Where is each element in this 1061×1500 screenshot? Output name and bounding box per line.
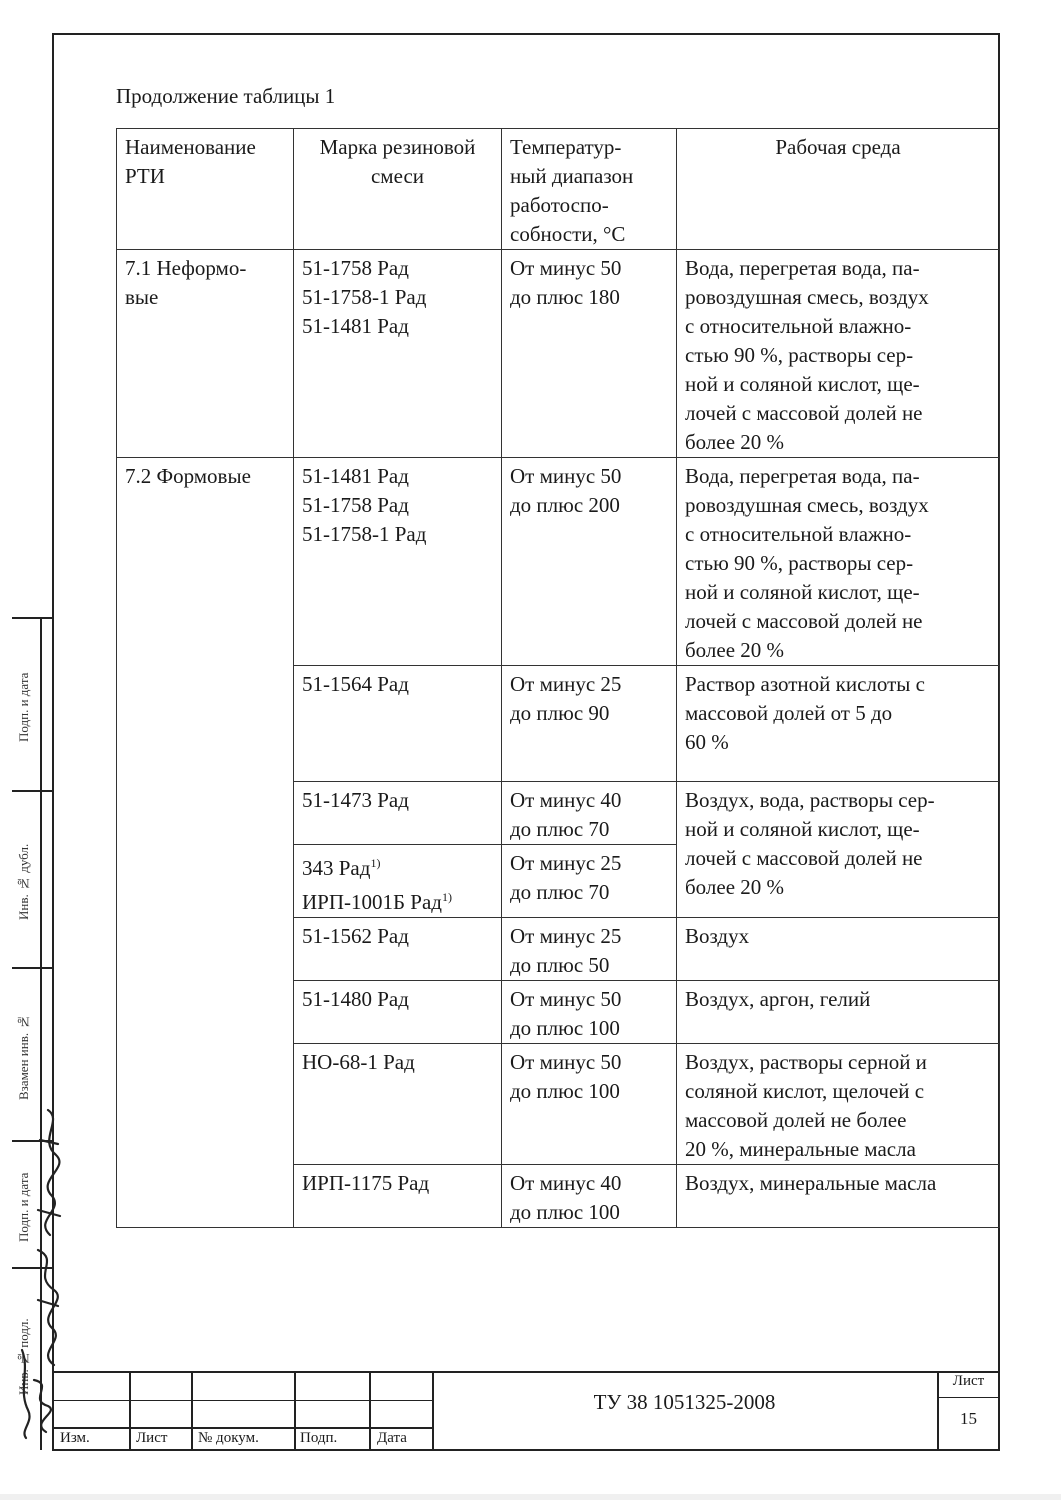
cell-product-name: 7.2 Формовые bbox=[117, 458, 294, 1228]
footnote-mark: 1) bbox=[370, 856, 381, 870]
title-block-label-sheet: Лист bbox=[136, 1430, 168, 1446]
cell-working-medium: Вода, перегретая вода, па- ровоздушная смесь, воздух с относительной влажно- стью 90 %, растворы сер- ной и соляной кислот, ще- лочей с массовой долей не более 20 % bbox=[677, 458, 1000, 666]
title-block-col-line bbox=[129, 1371, 131, 1450]
stamp-label-dup-inv: Инв. № дубл. bbox=[16, 843, 31, 921]
stamp-label-replace-inv: Взамен инв. № bbox=[16, 1014, 31, 1100]
frame-bottom-border bbox=[52, 1449, 1000, 1451]
cell-rubber-grade: 51-1480 Рад bbox=[294, 981, 502, 1044]
table-caption: Продолжение таблицы 1 bbox=[116, 84, 336, 108]
cell-temperature-range: От минус 25 до плюс 70 bbox=[502, 845, 677, 918]
cell-temperature-range: От минус 50 до плюс 100 bbox=[502, 981, 677, 1044]
cell-working-medium: Воздух, аргон, гелий bbox=[677, 981, 1000, 1044]
cell-working-medium: Воздух, минеральные масла bbox=[677, 1165, 1000, 1228]
title-block-label-doc-number: № докум. bbox=[198, 1430, 259, 1446]
header-product-name: Наименование РТИ bbox=[117, 129, 294, 250]
materials-table bbox=[116, 128, 1000, 1228]
title-block-label-signature: Подп. bbox=[300, 1430, 338, 1446]
stamp-divider bbox=[12, 617, 52, 619]
grade-343: 343 Рад$^{1)}$ bbox=[302, 856, 381, 880]
cell-temperature-range: От минус 50 до плюс 180 bbox=[502, 250, 677, 458]
cell-working-medium: Воздух, вода, растворы сер- ной и соляной кислот, ще- лочей с массовой долей не более 20 % bbox=[677, 782, 1000, 918]
title-block-sheet-line bbox=[938, 1397, 999, 1398]
cell-product-name: 7.1 Неформо- вые bbox=[117, 250, 294, 458]
cell-rubber-grade bbox=[294, 845, 502, 918]
stamp-label-sign-date-2: Подп. и дата bbox=[16, 1172, 31, 1242]
cell-rubber-grade: НО-68-1 Рад bbox=[294, 1044, 502, 1165]
cell-rubber-grade: ИРП-1175 Рад bbox=[294, 1165, 502, 1228]
cell-rubber-grade: 51-1562 Рад bbox=[294, 918, 502, 981]
header-temperature-range: Температур- ный диапазон работоспо- собности, °С bbox=[502, 129, 677, 250]
sheet-number: 15 bbox=[960, 1409, 977, 1428]
cell-temperature-range: От минус 25 до плюс 50 bbox=[502, 918, 677, 981]
cell-temperature-range: От минус 50 до плюс 100 bbox=[502, 1044, 677, 1165]
cell-working-medium: Воздух, растворы серной и соляной кислот, щелочей с массовой долей не более 20 %, минеральные масла bbox=[677, 1044, 1000, 1165]
cell-rubber-grade: 51-1473 Рад bbox=[294, 782, 502, 845]
footnote-mark: 1) bbox=[442, 890, 452, 904]
title-block-row-line bbox=[52, 1427, 432, 1429]
title-block-col-line bbox=[191, 1371, 193, 1450]
title-block-col-line bbox=[369, 1371, 371, 1450]
frame-top-border bbox=[52, 33, 999, 35]
table-row bbox=[117, 250, 1000, 458]
grade-irp-1001b: ИРП-1001Б Рад$^{1)}$ bbox=[302, 890, 452, 914]
cell-rubber-grade: 51-1564 Рад bbox=[294, 666, 502, 782]
stamp-divider bbox=[12, 790, 52, 792]
table-row bbox=[117, 458, 1000, 666]
cell-rubber-grade: 51-1481 Рад 51-1758 Рад 51-1758-1 Рад bbox=[294, 458, 502, 666]
cell-temperature-range: От минус 40 до плюс 70 bbox=[502, 782, 677, 845]
handwritten-signature bbox=[8, 1100, 72, 1440]
cell-working-medium: Вода, перегретая вода, па- ровоздушная смесь, воздух с относительной влажно- стью 90 %, растворы сер- ной и соляной кислот, ще- лочей с массовой долей не более 20 % bbox=[677, 250, 1000, 458]
title-block-col-line bbox=[294, 1371, 296, 1450]
stamp-label-orig-inv: Инв. № подл. bbox=[16, 1318, 31, 1396]
header-working-medium: Рабочая среда bbox=[677, 129, 1000, 250]
cell-temperature-range: От минус 40 до плюс 100 bbox=[502, 1165, 677, 1228]
scan-edge bbox=[0, 1494, 1061, 1500]
cell-working-medium: Воздух bbox=[677, 918, 1000, 981]
title-block-top-border bbox=[52, 1371, 1000, 1373]
document-code: ТУ 38 1051325-2008 bbox=[593, 1390, 776, 1414]
title-block-row-line bbox=[52, 1400, 432, 1401]
cell-rubber-grade: 51-1758 Рад 51-1758-1 Рад 51-1481 Рад bbox=[294, 250, 502, 458]
cell-working-medium: Раствор азотной кислоты с массовой долей от 5 до 60 % bbox=[677, 666, 1000, 782]
sheet-label: Лист bbox=[952, 1373, 985, 1389]
cell-temperature-range: От минус 25 до плюс 90 bbox=[502, 666, 677, 782]
title-block-label-change: Изм. bbox=[60, 1430, 90, 1446]
header-rubber-grade: Марка резиновой смеси bbox=[294, 129, 502, 250]
table-header-row bbox=[117, 129, 1000, 250]
title-block-label-date: Дата bbox=[377, 1430, 407, 1446]
cell-temperature-range: От минус 50 до плюс 200 bbox=[502, 458, 677, 666]
stamp-label-sign-date: Подп. и дата bbox=[16, 672, 31, 742]
stamp-divider bbox=[12, 967, 52, 969]
